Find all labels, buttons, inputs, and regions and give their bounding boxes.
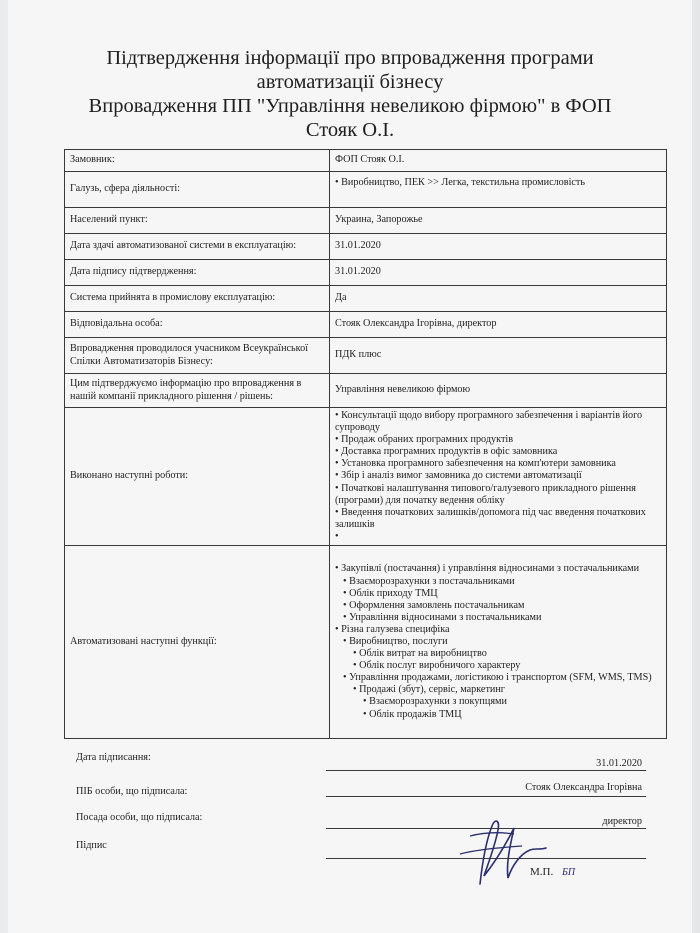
table-row (65, 546, 667, 739)
list-item: • (335, 530, 339, 542)
table-row (65, 208, 667, 234)
row-value-accepted: Да (330, 286, 667, 312)
handwritten-signature (440, 806, 560, 896)
info-table (64, 149, 667, 739)
stamp-label: М.П. (530, 866, 554, 878)
list-item: • Консультації щодо вибору програмного забезпечення і варіантів його супроводу (335, 410, 643, 434)
list-item: • Управління відносинами з постачальниками (343, 611, 542, 623)
list-item: • Облік продажів ТМЦ (363, 708, 462, 720)
row-label-works: Виконано наступні роботи: (65, 408, 330, 546)
functions-list-cell (330, 546, 667, 739)
signer-name-label: ПІБ особи, що підписала: (76, 786, 188, 797)
row-label-sign-date: Дата підпису підтвердження: (65, 260, 330, 286)
table-row (65, 260, 667, 286)
list-item: • Виробництво, послуги (343, 635, 448, 647)
signing-date-line (326, 770, 646, 771)
signing-date-label: Дата підписання: (76, 752, 151, 763)
list-item: • Оформлення замовлень постачальникам (343, 599, 525, 611)
title-line-1: Підтвердження інформації про впровадження програми (106, 47, 594, 69)
table-row (65, 234, 667, 260)
works-list (335, 410, 661, 543)
row-value-industry: • Виробництво, ПЕК >> Легка, текстильна промисловість (330, 172, 667, 208)
document-title (40, 46, 660, 142)
table-row (65, 172, 667, 208)
table-row (65, 312, 667, 338)
list-item: • Установка програмного забезпечення на комп'ютери замовника (335, 458, 616, 470)
row-value-responsible: Стояк Олександра Ігорівна, директор (330, 312, 667, 338)
signer-position-value: директор (602, 816, 642, 827)
signer-name-value: Стояк Олександра Ігорівна (525, 782, 642, 793)
list-item: • Введення початкових залишків/допомога під час введення початкових залишків (335, 506, 646, 530)
row-label-industry: Галузь, сфера діяльності: (65, 172, 330, 208)
row-label-implementer: Впровадження проводилося учасником Всеукраїнської Спілки Автоматизаторів Бізнесу: (65, 338, 330, 374)
title-line-4: Стояк О.І. (305, 119, 395, 141)
list-item: • Взаєморозрахунки з постачальниками (343, 575, 515, 587)
row-value-implementer: ПДК плюс (330, 338, 667, 374)
row-label-customer: Замовник: (65, 150, 330, 172)
title-line-3: Впровадження ПП "Управління невеликою фірмою" в ФОП (88, 95, 612, 117)
signer-name-line (326, 796, 646, 797)
table-row (65, 374, 667, 408)
list-item: • Продажі (збут), сервіс, маркетинг (353, 684, 505, 696)
row-label-accepted: Система прийнята в промислову експлуатацію: (65, 286, 330, 312)
signing-date-value: 31.01.2020 (596, 758, 642, 769)
row-value-city: Украина, Запорожье (330, 208, 667, 234)
stamp-note: БП (561, 867, 576, 878)
signer-position-label: Посада особи, що підписала: (76, 812, 203, 823)
row-value-handover-date: 31.01.2020 (330, 234, 667, 260)
list-item: • Різна галузева специфіка (335, 623, 450, 635)
row-label-solution: Цим підтверджуємо інформацію про впровадження в нашій компанії прикладного рішення / рішень: (65, 374, 330, 408)
row-label-city: Населений пункт: (65, 208, 330, 234)
list-item: • Взаєморозрахунки з покупцями (363, 696, 507, 708)
table-row (65, 338, 667, 374)
row-value-sign-date: 31.01.2020 (330, 260, 667, 286)
list-item: • Облік приходу ТМЦ (343, 587, 438, 599)
list-item: • Управління продажами, логістикою і транспортом (SFM, WMS, TMS) (343, 672, 652, 684)
table-row (65, 408, 667, 546)
row-value-customer: ФОП Стояк О.І. (330, 150, 667, 172)
signature-label: Підпис (76, 840, 107, 851)
row-label-handover-date: Дата здачі автоматизованої системи в експлуатацію: (65, 234, 330, 260)
title-line-2: автоматизації бізнесу (256, 71, 444, 93)
list-item: • Облік послуг виробничого характеру (353, 660, 521, 672)
row-label-responsible: Відповідальна особа: (65, 312, 330, 338)
list-item: • Закупівлі (постачання) і управління відносинами з постачальниками (335, 563, 640, 575)
list-item: • Продаж обраних програмних продуктів (335, 434, 514, 446)
stamp-area (530, 866, 575, 878)
list-item: • Збір і аналіз вимог замовника до системи автоматизації (335, 470, 582, 482)
works-list-cell (330, 408, 667, 546)
table-row (65, 150, 667, 172)
table-row (65, 286, 667, 312)
functions-list (335, 563, 661, 720)
list-item: • Доставка програмних продуктів в офіс замовника (335, 446, 558, 458)
row-value-solution: Управління невеликою фірмою (330, 374, 667, 408)
row-label-functions: Автоматизовані наступні функції: (65, 546, 330, 739)
list-item: • Облік витрат на виробництво (353, 648, 487, 660)
list-item: • Початкові налаштування типового/галузевого прикладного рішення (програми) для початку ведення обліку (335, 482, 636, 506)
